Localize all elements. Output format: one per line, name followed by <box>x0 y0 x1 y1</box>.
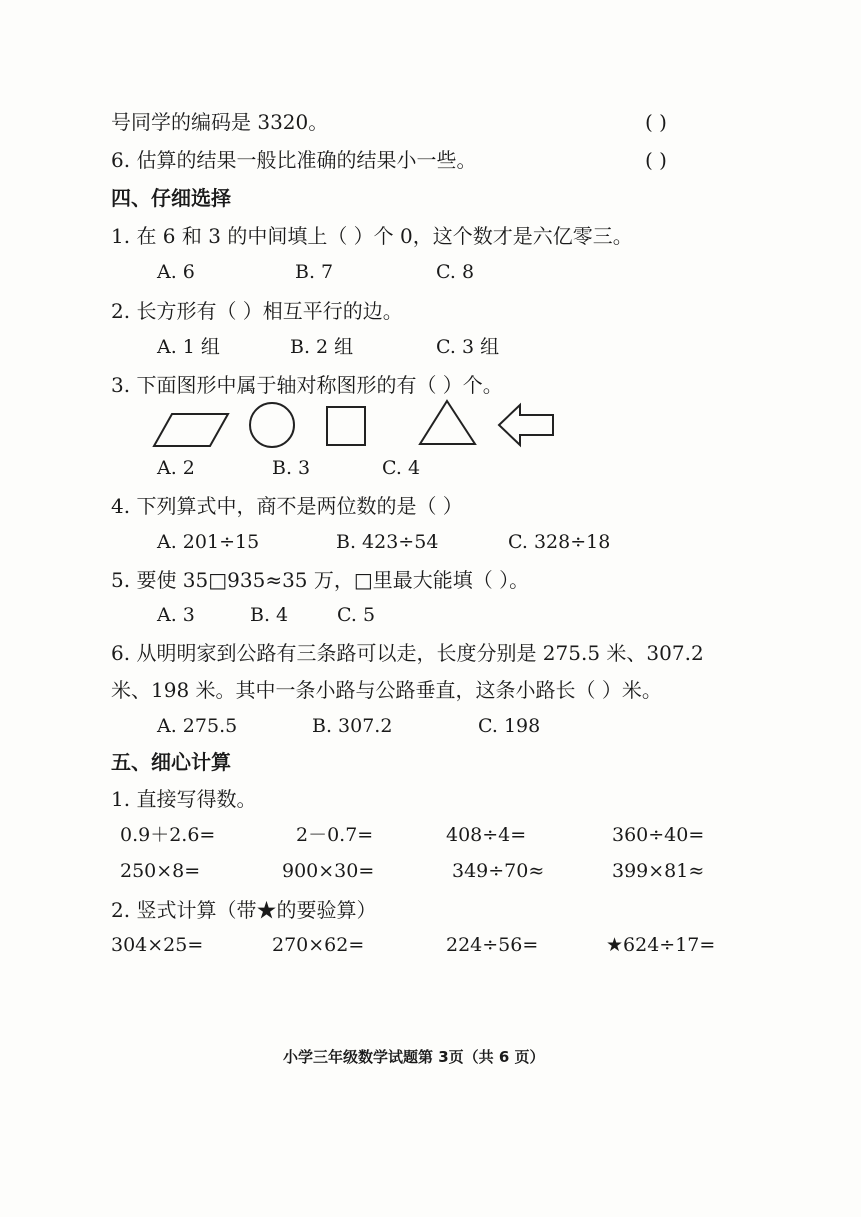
s4-q3-option-a[interactable]: A. 2 <box>157 457 195 479</box>
s4-q4-option-c[interactable]: C. 328÷18 <box>508 531 611 553</box>
s4-q1-option-a[interactable]: A. 6 <box>157 261 195 283</box>
s4-q1-option-b[interactable]: B. 7 <box>295 261 334 283</box>
calc-item[interactable]: 408÷4= <box>446 824 527 846</box>
calc-item[interactable]: 349÷70≈ <box>452 860 545 882</box>
triangle-shape <box>417 398 479 448</box>
s4-q3-text: 3. 下面图形中属于轴对称图形的有（ ）个。 <box>111 373 503 397</box>
s4-q5-option-a[interactable]: A. 3 <box>157 604 195 626</box>
calc-item[interactable]: 250×8= <box>120 860 201 882</box>
parallelogram-shape <box>150 410 232 450</box>
s4-q2-option-a[interactable]: A. 1 组 <box>157 336 220 358</box>
vertical-calc-item[interactable]: 270×62= <box>272 934 365 956</box>
page-footer: 小学三年级数学试题第 3页（共 6 页） <box>283 1048 545 1066</box>
s4-q2-option-c[interactable]: C. 3 组 <box>436 336 500 358</box>
square-shape <box>324 404 370 448</box>
section4-title: 四、仔细选择 <box>111 186 231 210</box>
s5-p2-title: 2. 竖式计算（带★的要验算） <box>111 898 377 922</box>
judge-q5-answer-blank[interactable]: ( ) <box>645 110 667 134</box>
calc-item[interactable]: 0.9＋2.6= <box>120 824 216 846</box>
vertical-calc-item[interactable]: ★624÷17= <box>606 934 716 956</box>
s4-q2-text: 2. 长方形有（ ）相互平行的边。 <box>111 299 403 323</box>
vertical-calc-item[interactable]: 224÷56= <box>446 934 539 956</box>
calc-item[interactable]: 360÷40= <box>612 824 705 846</box>
section5-title: 五、细心计算 <box>111 750 231 774</box>
calc-item[interactable]: 399×81≈ <box>612 860 705 882</box>
s4-q2-option-b[interactable]: B. 2 组 <box>290 336 354 358</box>
s4-q5-text: 5. 要使 35□935≈35 万，□里最大能填（ ）。 <box>111 568 530 592</box>
calc-item[interactable]: 2－0.7= <box>296 824 374 846</box>
s4-q4-option-b[interactable]: B. 423÷54 <box>336 531 439 553</box>
judge-q6: 6. 估算的结果一般比准确的结果小一些。 <box>111 148 477 172</box>
s4-q3-option-b[interactable]: B. 3 <box>272 457 311 479</box>
s4-q6-option-a[interactable]: A. 275.5 <box>157 715 238 737</box>
arrow-shape <box>496 402 558 448</box>
s4-q4-option-a[interactable]: A. 201÷15 <box>157 531 260 553</box>
judge-q6-answer-blank[interactable]: ( ) <box>645 148 667 172</box>
s5-p1-title: 1. 直接写得数。 <box>111 787 257 811</box>
s4-q5-option-b[interactable]: B. 4 <box>250 604 289 626</box>
s4-q1-option-c[interactable]: C. 8 <box>436 261 475 283</box>
s4-q4-text: 4. 下列算式中，商不是两位数的是（ ） <box>111 494 463 518</box>
vertical-calc-item[interactable]: 304×25= <box>111 934 204 956</box>
circle-shape <box>246 400 298 450</box>
s4-q3-option-c[interactable]: C. 4 <box>382 457 421 479</box>
calc-item[interactable]: 900×30= <box>282 860 375 882</box>
s4-q6-option-c[interactable]: C. 198 <box>478 715 541 737</box>
s4-q6-line2: 米、198 米。其中一条小路与公路垂直，这条小路长（ ）米。 <box>111 678 662 702</box>
s4-q1-text: 1. 在 6 和 3 的中间填上（ ）个 0，这个数才是六亿零三。 <box>111 224 633 248</box>
judge-q5-continued: 号同学的编码是 3320。 <box>111 110 329 134</box>
s4-q6-option-b[interactable]: B. 307.2 <box>312 715 393 737</box>
s4-q5-option-c[interactable]: C. 5 <box>337 604 376 626</box>
s4-q6-line1: 6. 从明明家到公路有三条路可以走，长度分别是 275.5 米、307.2 <box>111 641 704 665</box>
